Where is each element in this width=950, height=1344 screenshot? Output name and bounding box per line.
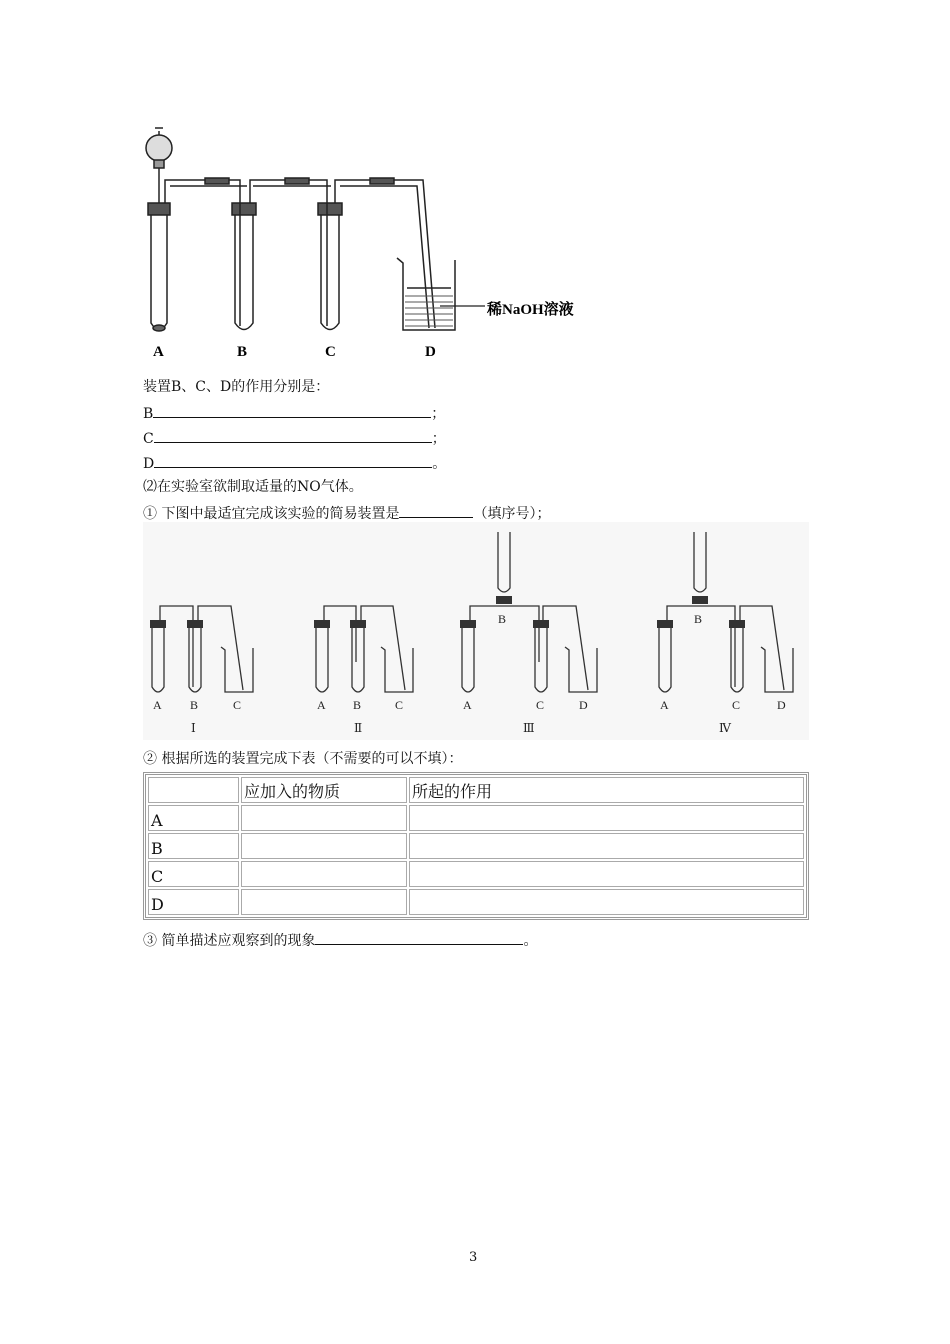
table-cell-function[interactable] [409,833,804,859]
numeral-1: Ⅰ [191,721,196,735]
set4-label-c: C [732,698,741,712]
numeral-4: Ⅳ [719,721,731,735]
answer-end-b: ； [431,406,446,422]
label-b: B [237,344,248,360]
set4-label-d: D [777,698,786,712]
label-d: D [425,344,436,360]
q2-intro: ⑵在实验室欲制取适量的NO气体。 [143,479,363,495]
q2-sub3 [143,930,537,950]
table-cell-substance[interactable] [241,833,407,859]
answer-blank-c[interactable] [154,428,432,443]
answer-line-d [143,453,446,473]
apparatus-figure-1 [135,118,615,368]
set3-label-c: C [536,698,545,712]
table-cell-substance[interactable] [241,889,407,915]
label-c: C [325,344,336,360]
answer-end-d: 。 [432,456,447,472]
answer-blank-b[interactable] [153,403,431,418]
answer-letter-d: D [143,456,155,472]
set4-label-a: A [660,698,669,712]
table-cell-substance[interactable] [241,805,407,831]
table-header-function: 所起的作用 [409,777,804,803]
set4-label-b: B [694,612,703,626]
set1-label-b: B [190,698,199,712]
table-row-label: A [148,805,239,831]
table-header-substance: 应加入的物质 [241,777,407,803]
q2-sub1-post: （填序号）； [473,506,551,522]
table-cell-function[interactable] [409,861,804,887]
table-header-blank [148,777,239,803]
table-cell-function[interactable] [409,889,804,915]
table-row-label: C [148,861,239,887]
set1-label-a: A [153,698,162,712]
page-number: 3 [469,1250,478,1265]
table-row [148,833,804,859]
table-header-row [148,777,804,803]
q2-sub1-text: ① 下图中最适宜完成该实验的简易装置是 [143,506,400,522]
set3-label-a: A [463,698,472,712]
q2-sub3-text: ③ 简单描述应观察到的现象 [143,933,316,949]
set1-label-c: C [233,698,242,712]
table-row [148,889,804,915]
table-row-label: D [148,889,239,915]
apparatus-figure-2 [143,522,809,740]
table-cell-substance[interactable] [241,861,407,887]
table-cell-function[interactable] [409,805,804,831]
q2-sub2: ② 根据所选的装置完成下表（不需要的可以不填）： [143,751,463,767]
answer-line-c [143,428,446,448]
set3-label-b: B [498,612,507,626]
answer-blank-d[interactable] [154,453,432,468]
q1-prompt: 装置B、C、D的作用分别是： [143,379,330,395]
set2-label-b: B [353,698,362,712]
set3-label-d: D [579,698,588,712]
label-a: A [153,344,164,360]
naoh-solution-label: 稀NaOH溶液 [487,302,574,318]
answer-letter-b: B [143,406,154,422]
numeral-3: Ⅲ [523,721,535,735]
answer-letter-c: C [143,431,154,447]
answer-table [143,772,809,920]
answer-line-b [143,403,445,423]
table-row [148,861,804,887]
set2-label-a: A [317,698,326,712]
numeral-2: Ⅱ [354,721,363,735]
q2-sub1-blank[interactable] [399,503,473,518]
q2-sub3-blank[interactable] [315,930,523,945]
q2-sub3-post: 。 [523,933,538,949]
set2-label-c: C [395,698,404,712]
answer-end-c: ； [431,431,446,447]
table-row [148,805,804,831]
table-row-label: B [148,833,239,859]
q2-sub1 [143,503,550,523]
